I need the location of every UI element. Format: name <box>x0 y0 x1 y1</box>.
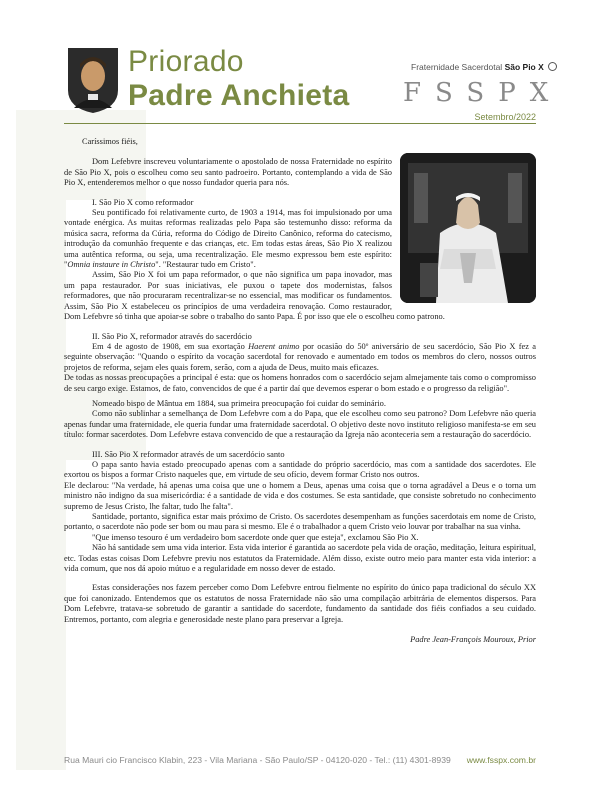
page-header <box>0 0 600 130</box>
section-1-paragraph-1: Seu pontificado foi relativamente curto, de 1903 a 1914, mas foi impulsionado por uma vontade enérgica. As muitas reformas realizadas pelo Papa são testemunho disso: reforma da música sacra, reforma da Cúria, reforma do Código de Direito Canônico, reforma do catecismo, introdução da comunhão frequente e das crianças, etc. Em todas estas áreas, São Pio X realizou uma autêntica reforma, ou seja, uma recentralização. Ele mesmo expressou bem este espírito: "Omnia instaure in Christo". "Restaurar tudo em Cristo". <box>64 208 392 270</box>
section-3-paragraph-2: Ele declarou: "Na verdade, há apenas uma coisa que une o homem a Deus, apenas uma coisa que o torna agradável a Deus e o torna um ministro não indigno da sua misericórdia: é a santidade de vida e dos costumes. Se esta santidade, que consiste sobretudo no conhecimento supremo de Jesus Cristo, lhe faltar, tudo lhe falta". <box>64 480 536 511</box>
section-3-paragraph-1: O papa santo havia estado preocupado apenas com a santidade do próprio sacerdócio, mas com a santidade dos sacerdotes. Ele exortou os bispos a formar Cristo naqueles que, em virtude de seu ofício, devem formar Cristo nos outros. <box>64 459 536 480</box>
priory-title <box>128 45 350 113</box>
section-2-paragraph-1: Em 4 de agosto de 1908, em sua exortação Haerent animo por ocasião do 50º aniversário de seu sacerdócio, São Pio X fez a seguinte observação: "Quando o espírito da vocação sacerdotal for renovado e aumentado em todos os membros do clero, nossos outros projetos de reforma, sejam eles quais forem, serão, com a ajuda de Deus, muito mais eficazes. <box>64 341 537 372</box>
section-2-paragraph-2: Nomeado bispo de Mântua em 1884, sua primeira preocupação foi cuidar do seminário. <box>92 398 386 408</box>
section-1-paragraph-2: Assim, São Pio X foi um papa reformador, o que não significa um papa inovador, mas um papa restaurador. Por suas iniciativas, ele puxou o tapete dos modernistas, falsos reformadores, que não procuraram recentralizar-se no essencial, mas modificar os fundamentos. Assim, São Pio X estabeleceu os princípios de uma verdadeira renovação. Como restaurador, Dom Lefebvre só tinha que apoiar-se sobre o trabalho do santo Papa. É por isso que ele o escolheu como patrono. <box>64 270 445 322</box>
section-2-title: II. São Pio X, reformador através do sacerdócio <box>92 331 252 341</box>
signature: Padre Jean-François Mouroux, Prior <box>410 635 536 645</box>
greeting: Caríssimos fiéis, <box>82 137 138 146</box>
intro-paragraph: Dom Lefebvre inscreveu voluntariamente o apostolado de nossa Fraternidade no espírito de São Pio X, pois o escolheu como seu santo padroeiro. Portanto, contemplando a vida de São Pio X, entenderemos melhor o que nosso fundador queria para nós. <box>64 157 392 188</box>
section-2-paragraph-3: Como não sublinhar a semelhança de Dom Lefebvre com a do Papa, que ele escolheu como seu patrono? Dom Lefebvre não queria apenas fundar uma fraternidade, ele queria fundar uma fraternidade sacerdotal. O objetivo deste novo instituto religioso manifesta-se em seu título: formar sacerdotes. Dom Lefebvre estava convencido de que a restauração da Igreja não aconteceria sem a restauração do sacerdócio. <box>64 409 536 440</box>
priory-title-line1: Priorado <box>128 45 244 78</box>
letter-body <box>64 137 536 645</box>
footer-address: Rua Mauri cio Francisco Klabin, 223 - Vila Mariana - São Paulo/SP - 04120-020 - Tel.: (11) 4301-8939 <box>64 755 451 765</box>
fraternity-prefix: Fraternidade Sacerdotal <box>411 62 503 72</box>
priory-title-line2: Padre Anchieta <box>128 79 350 112</box>
section-3-paragraph-4: "Que imenso tesouro é um verdadeiro bom sacerdote onde quer que esteja", exclamou São Pio X. <box>92 532 419 542</box>
pope-pius-x-photo <box>400 153 536 303</box>
fraternity-name <box>411 62 557 72</box>
latin-motto: Omnia instaure in Christo <box>67 260 156 270</box>
section-3-title: III. São Pio X reformador através de um sacerdócio santo <box>92 449 285 459</box>
section-3-paragraph-3: Santidade, portanto, significa estar mais próximo de Cristo. Os sacerdotes desempenham as funções sacerdotais em nome de Cristo, portanto, o sacerdote não pode ser bom ou mau para si mesmo. Ele é o trabalhador a quem Cristo veio louvar por trabalhar na sua vinha. <box>64 512 536 532</box>
section-2-paragraph-1b: De todas as nossas preocupações a principal é esta: que os homens honrados com o sacerdócio sejam almejamente tais como o compromisso de seu cargo exige. Estamos, de fato, convencidos de que é a partir daí que devemos esperar o bom estado e o progresso da religião". <box>64 373 536 393</box>
issue-date: Setembro/2022 <box>474 112 536 122</box>
seal-icon <box>548 62 557 71</box>
fsspx-wordmark: FSSPX <box>403 78 563 108</box>
header-divider <box>64 123 536 124</box>
priory-portrait-logo <box>64 46 122 114</box>
fraternity-saint: São Pio X <box>504 62 544 72</box>
closing-paragraph: Estas considerações nos fazem perceber como Dom Lefebvre entrou fielmente no espírito do único papa tradicional do século XX que foi canonizado. Entendemos que os estatutos de nossa Fraternidade não são uma compilação arbitrária de elementos dispersos. Para Dom Lefebvre, tratava-se sobretudo de garantir a santidade do sacerdote, fundamento da santidade dos fiéis confiados a seu cuidado. Entremos, portanto, com alegria e generosidade neste plano para preservar a Igreja. <box>64 583 536 624</box>
section-3-paragraph-5: Não há santidade sem uma vida interior. Esta vida interior é garantida ao sacerdote pela vida de oração, meditação, leitura espiritual, etc. Todas estas coisas Dom Lefebvre previu nos estatutos da Fraternidade. Além disso, existe outro meio para manter esta vida interior: a vida comum, que nos dá apoio mútuo e a regularidade em nosso dever de estado. <box>64 543 536 574</box>
exhortation-title: Haerent animo <box>248 341 300 351</box>
section-1-title: I. São Pio X como reformador <box>92 197 194 207</box>
footer-website-link[interactable]: www.fsspx.com.br <box>466 755 536 765</box>
page-footer <box>64 755 536 765</box>
